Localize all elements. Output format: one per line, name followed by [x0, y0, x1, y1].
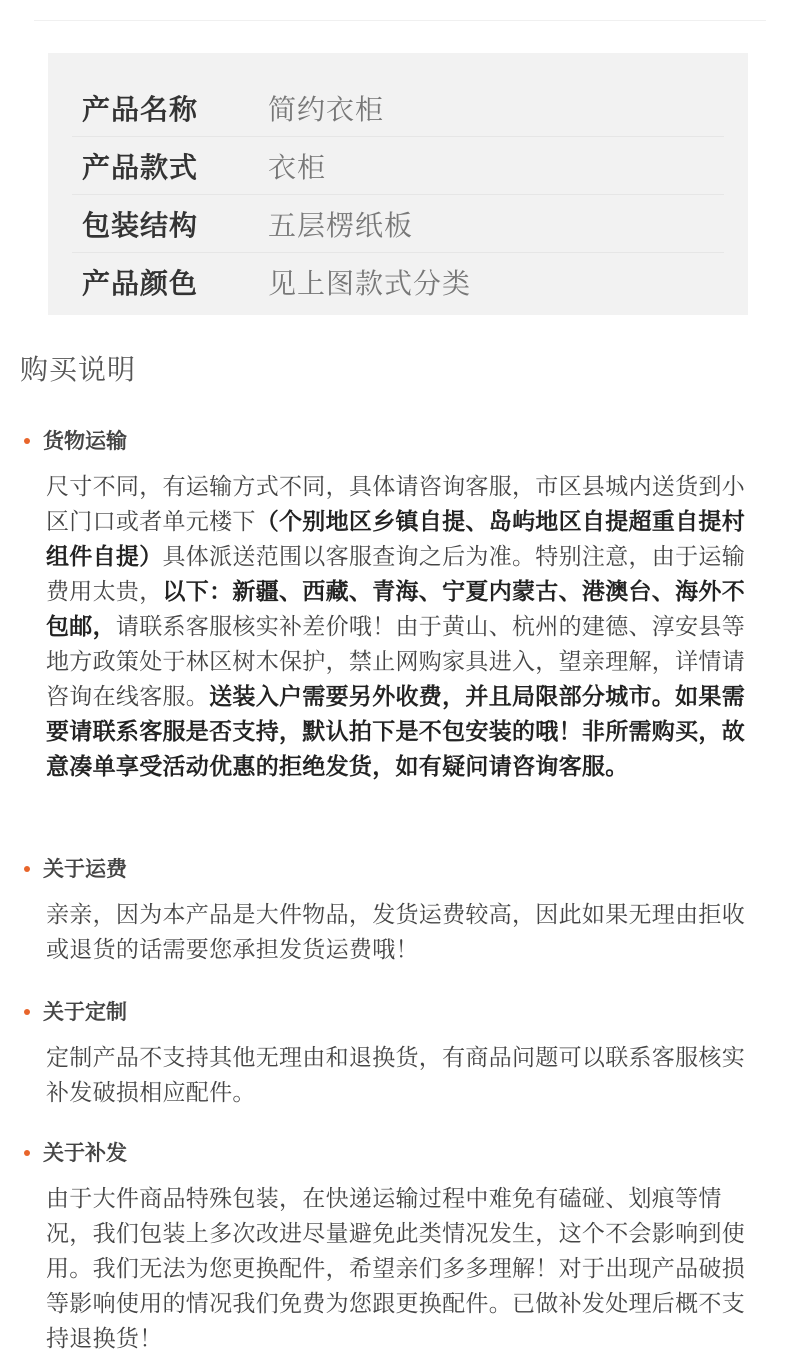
spec-label: 包装结构 [82, 208, 199, 242]
bullet-dot-icon [24, 438, 30, 444]
spec-row-packaging [72, 195, 724, 253]
spec-label: 产品名称 [82, 92, 199, 126]
purchase-notes-title: 购买说明 [20, 353, 137, 386]
spec-row-style [72, 137, 724, 195]
section-title: 关于补发 [43, 1141, 127, 1165]
body-text-emphasis: 送装入户需要另外收费，并且局限部分城市。如果需要请联系客服是否支持，默认拍下是不包安装的哦！非所需购买，故意凑单享受活动优惠的拒绝发货，如有疑问请咨询客服。 [46, 684, 746, 780]
section-title: 关于定制 [43, 1000, 127, 1024]
section-body [46, 470, 764, 785]
spec-row-name [72, 79, 724, 137]
bullet-dot-icon [24, 1150, 30, 1156]
spec-value: 见上图款式分类 [268, 266, 472, 300]
bullet-dot-icon [24, 866, 30, 872]
section-freight [24, 852, 764, 968]
section-header [24, 995, 764, 1027]
spec-value: 简约衣柜 [268, 92, 385, 126]
section-custom [24, 995, 764, 1111]
section-body: 定制产品不支持其他无理由和退换货，有商品问题可以联系客服核实补发破损相应配件。 [46, 1045, 745, 1106]
body-text-emphasis: （个别地区乡镇自提、岛屿地区自提超重自提村组件自提） [46, 509, 746, 570]
spec-value: 五层楞纸板 [268, 208, 414, 242]
spec-label: 产品颜色 [82, 266, 199, 300]
section-header [24, 424, 764, 456]
section-header [24, 1136, 764, 1168]
section-header [24, 852, 764, 884]
spec-label: 产品款式 [82, 150, 199, 184]
body-text: 具体派送范围以客服查询之后为准。特别注意，由于运输费用太贵， [46, 544, 745, 605]
product-spec-table [48, 53, 748, 315]
top-divider [34, 20, 766, 21]
section-reissue [24, 1136, 764, 1357]
section-body: 由于大件商品特殊包装，在快递运输过程中难免有磕碰、划痕等情况，我们包装上多次改进尽量避免此类情况发生，这个不会影响到使用。我们无法为您更换配件，希望亲们多多理解！对于出现产品破损等影响使用的情况我们免费为您跟更换配件。已做补发处理后概不支持退换货！ [46, 1186, 745, 1352]
section-title: 关于运费 [43, 857, 127, 881]
spec-row-color [72, 253, 724, 310]
section-title: 货物运输 [43, 429, 127, 453]
section-shipping [24, 424, 764, 785]
body-text: 请联系客服核实补差价哦！由于黄山、杭州的建德、淳安县等地方政策处于林区树木保护，禁止网购家具进入，望亲理解，详情请咨询在线客服。 [46, 614, 746, 710]
section-body: 亲亲，因为本产品是大件物品，发货运费较高，因此如果无理由拒收或退货的话需要您承担发货运费哦！ [46, 902, 745, 963]
body-text-emphasis: 以下：新疆、西藏、青海、宁夏内蒙古、港澳台、海外不包邮， [46, 579, 745, 640]
spec-value: 衣柜 [268, 150, 327, 184]
bullet-dot-icon [24, 1009, 30, 1015]
body-text: 尺寸不同，有运输方式不同，具体请咨询客服，市区县城内送货到小区门口或者单元楼下 [46, 474, 745, 535]
